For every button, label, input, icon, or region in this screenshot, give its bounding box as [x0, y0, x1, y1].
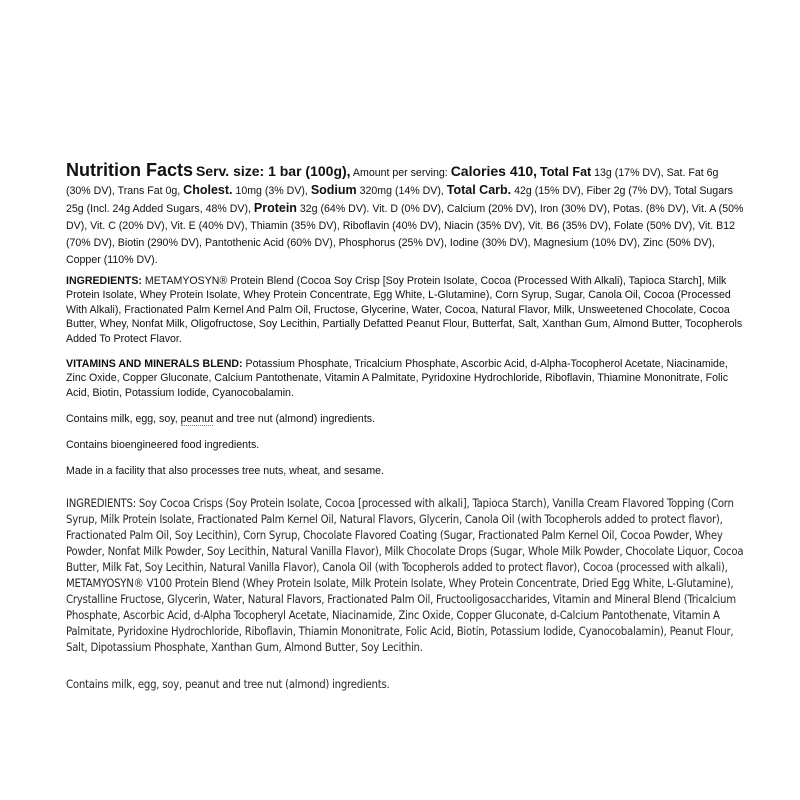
ingredients-label: INGREDIENTS: [66, 275, 142, 287]
total-fat-label: Total Fat [540, 165, 592, 179]
total-carb-label: Total Carb. [446, 183, 512, 197]
allergen-text-end: and tree nut (almond) ingredients. [216, 413, 375, 425]
facility-statement: Made in a facility that also processes tree nuts, wheat, and sesame. [66, 465, 384, 477]
carb-details: 42g (15% DV), Fiber 2g (7% DV), Total Sugars 25g (Incl. 24g Added Sugars, 48% DV), [66, 185, 733, 215]
vitamins-text: Potassium Phosphate, Tricalcium Phosphate, Ascorbic Acid, d-Alpha-Tocopherol Acetate, Niacinamide, Zinc Oxide, Copper Gluconate, Calcium Pantothenate, Vitamin A Palmitate, Pyridoxine Hydrochloride, Riboflavin, Thiamine Mononitrate, Folic Acid, Biotin, Potassium Iodide, Cyanocobalamin. [66, 358, 729, 399]
nutrition-facts-title: Nutrition Facts [66, 160, 194, 180]
sodium-details: 320mg (14% DV), [359, 185, 444, 197]
ingredients-text: METAMYOSYN® Protein Blend (Cocoa Soy Crisp [Soy Protein Isolate, Cocoa (Processed With Alkali), Tapioca Starch], Milk Protein Isolate, Whey Protein Isolate, Whey Protein Concentrate, Egg White, L-Glutamine), Corn Syrup, Sugar, Canola Oil, Cocoa (Processed With Alkali), Fractionated Palm Kernel And Palm Oil, Fructose, Glycerine, Water, Cocoa, Natural Flavor, Milk, Unsweetened Chocolate, Cocoa Butter, Whey, Nonfat Milk, Oligofructose, Soy Lecithin, Partially Defatted Peanut Flour, Butterfat, Salt, Xanthan Gum, Almond Butter, Tocopherols Added To Protect Flavor. [66, 275, 743, 345]
protein-vitamin-details: 32g (64% DV). Vit. D (0% DV), Calcium (20% DV), Iron (30% DV), Potas. (8% DV), Vit. A (50% DV), Vit. C (20% DV), Vit. E (40% DV), Thiamin (35% DV), Riboflavin (40% DV), Niacin (35% DV), Vit. B6 (35% DV), Folate (50% DV), Vit. B12 (70% DV), Biotin (290% DV), Pantothenic Acid (60% DV), Phosphorus (25% DV), Iodine (30% DV), Magnesium (10% DV), Zinc (50% DV), Copper (110% DV). [66, 203, 744, 266]
amount-per-serving: Amount per serving: [352, 167, 448, 179]
secondary-ingredients-paragraph: INGREDIENTS: Soy Cocoa Crisps (Soy Protein Isolate, Cocoa [processed with alkali], Tapioca Starch), Vanilla Cream Flavored Topping (Corn Syrup, Milk Protein Isolate, Fractionated Palm Kernel Oil, Natural Flavors, Glycerin, Canola Oil (with Tocopherols added to protect flavor), Fractionated Palm Oil, Soy Lecithin), Corn Syrup, Chocolate Flavored Coating (Sugar, Fractionated Palm Kernel Oil, Cocoa Powder, Whey Powder, Nonfat Milk Powder, Soy Lecithin, Natural Vanilla Flavor), Milk Chocolate Drops (Sugar, Whole Milk Powder, Chocolate Liquor, Cocoa Butter, Milk Fat, Soy Lecithin, Natural Vanilla Flavor), Canola Oil (with Tocopherols added to protect flavor), Cocoa (processed with alkali), METAMYOSYN® V100 Protein Blend (Whey Protein Isolate, Milk Protein Isolate, Whey Protein Concentrate, Dried Egg White, L-Glutamine), Crystalline Fructose, Glycerin, Water, Natural Flavors, Fractionated Palm Oil, Fructooligosaccharides, Vitamin and Mineral Blend (Tricalcium Phosphate, Ascorbic Acid, d-Alpha Tocopheryl Acetate, Niacinamide, Zinc Oxide, Copper Gluconate, d-Calcium Pantothenate, Vitamin A Palmitate, Pyridoxine Hydrochloride, Riboflavin, Thiamin Mononitrate, Folic Acid, Biotin, Potassium Iodide, Cyanocobalamin), Peanut Flour, Salt, Dipotassium Phosphate, Xanthan Gum, Almond Butter, Soy Lecithin. [66, 497, 744, 654]
allergen-text-start: Contains milk, egg, soy, [66, 413, 178, 425]
peanut-link[interactable]: peanut [180, 413, 214, 425]
sodium-label: Sodium [310, 183, 357, 197]
protein-label: Protein [253, 201, 297, 215]
secondary-allergen-statement: Contains milk, egg, soy, peanut and tree nut (almond) ingredients. [66, 678, 390, 691]
calories: Calories 410, [450, 163, 538, 179]
ingredients-paragraph [66, 274, 746, 346]
label-document [66, 160, 746, 691]
cholesterol-details: 10mg (3% DV), [235, 185, 308, 197]
vitamins-label: VITAMINS AND MINERALS BLEND: [66, 358, 243, 370]
vitamins-paragraph [66, 357, 746, 400]
cholesterol-label: Cholest. [183, 183, 233, 197]
bioengineered-statement: Contains bioengineered food ingredients. [66, 439, 260, 451]
nutrition-facts-paragraph [66, 162, 746, 269]
allergen-statement [66, 412, 375, 426]
fat-details: 13g (17% DV), Sat. Fat 6g (30% DV), Trans Fat 0g, [66, 167, 719, 197]
serving-size: Serv. size: 1 bar (100g), [195, 163, 351, 179]
